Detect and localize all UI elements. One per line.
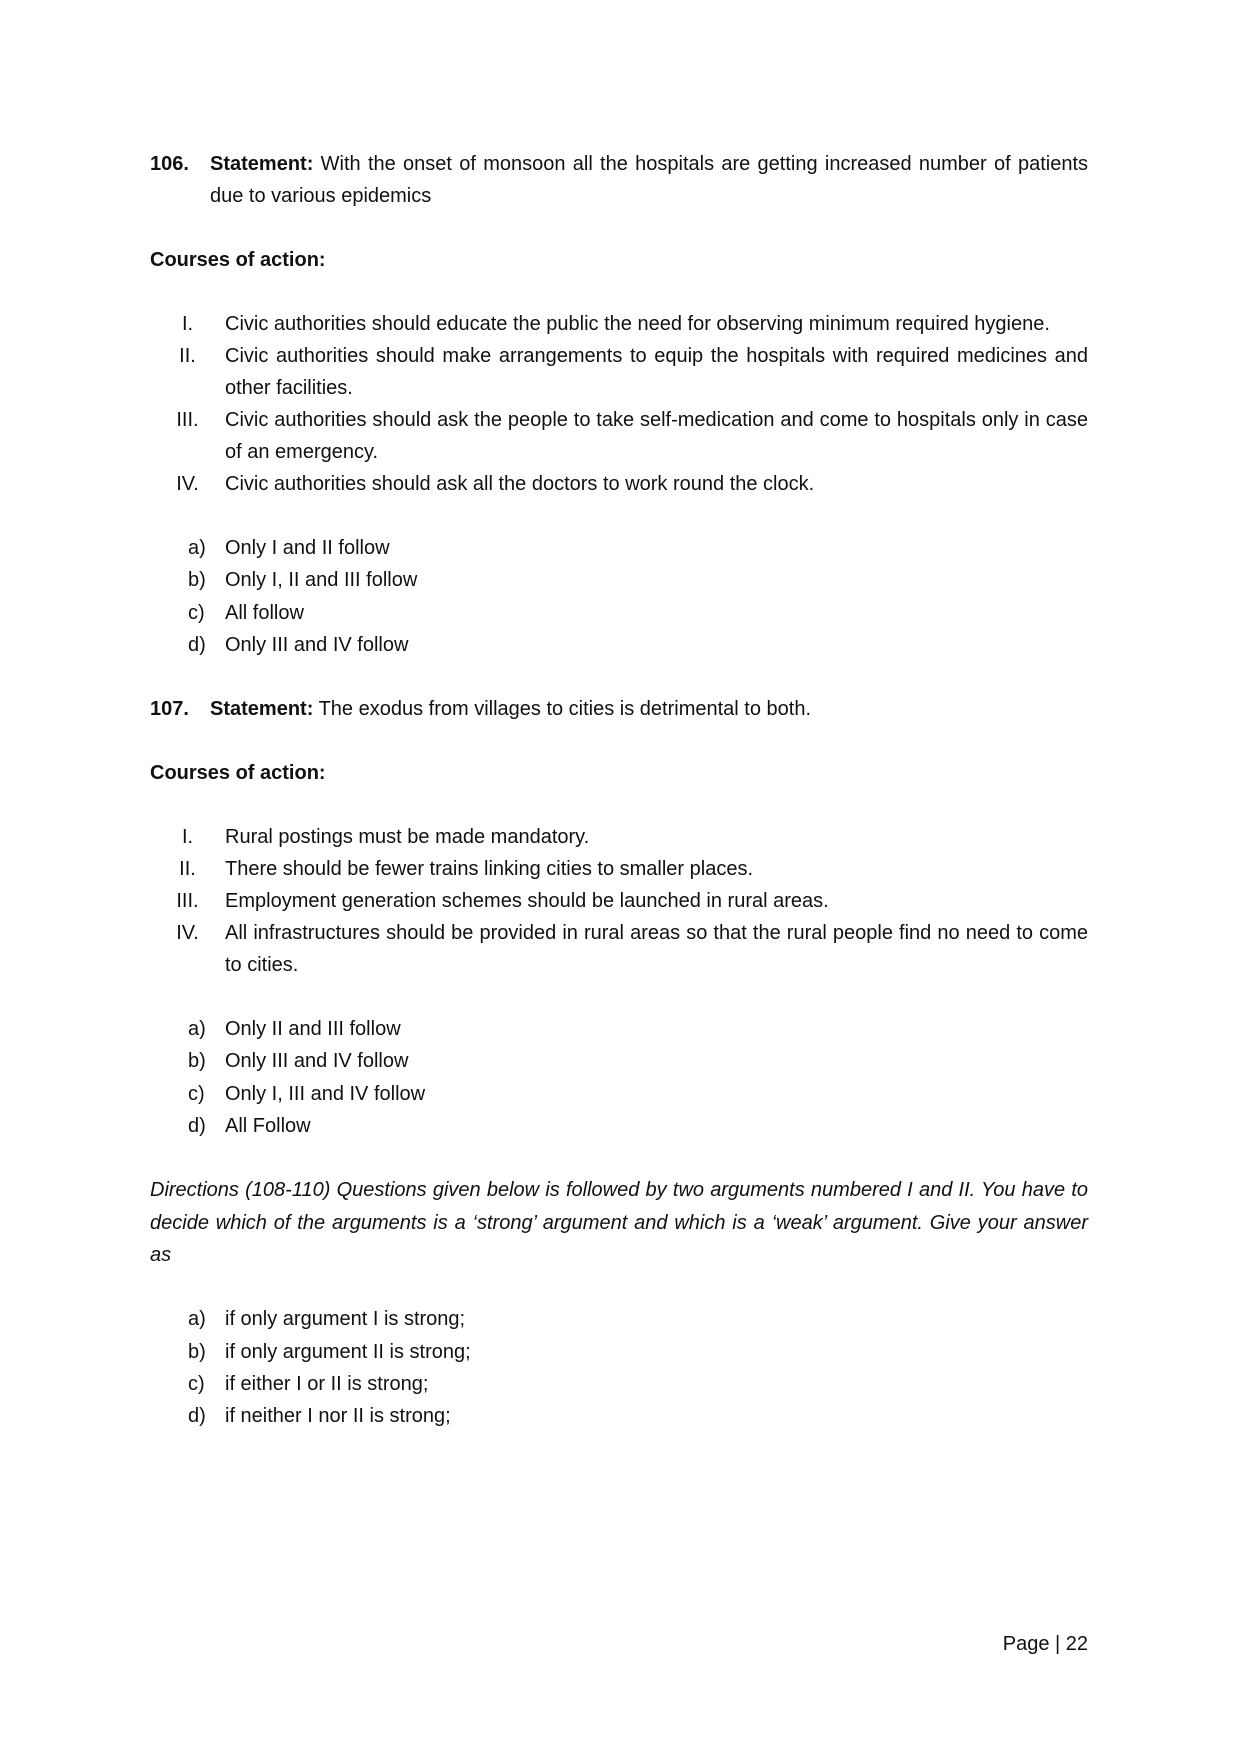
option-item: b) Only III and IV follow <box>188 1050 409 1073</box>
course-item: I. Civic authorities should educate the public the need for observing minimum required hygiene. <box>181 313 1050 335</box>
course-item: II. There should be fewer trains linking cities to smaller places. <box>179 858 754 881</box>
course-item: III. Employment generation schemes should be launched in rural areas. <box>176 890 829 913</box>
courses-list-107 <box>150 821 1088 981</box>
statement-label: Statement: <box>210 153 314 175</box>
question-107-statement <box>150 693 1088 725</box>
option-item: b) Only I, II and III follow <box>188 569 418 592</box>
option-item: a) Only I and II follow <box>188 537 390 559</box>
option-item: d) All Follow <box>188 1115 311 1138</box>
course-item: II. Civic authorities should make arrangements to equip the hospitals with required medicines and other facilities. <box>179 345 1088 399</box>
statement-text: The exodus from villages to cities is detrimental to both. <box>318 698 812 721</box>
option-item: a) if only argument I is strong; <box>188 1308 466 1331</box>
options-list-107 <box>150 1013 1088 1142</box>
option-item: d) Only III and IV follow <box>188 633 409 656</box>
statement-text: With the onset of monsoon all the hospitals are getting increased number of patients due to various epidemics <box>210 153 1088 207</box>
question-106-statement <box>150 148 1088 212</box>
course-item: I. Rural postings must be made mandatory. <box>181 826 590 849</box>
course-item: III. Civic authorities should ask the people to take self-medication and come to hospitals only in case of an emergency. <box>176 409 1088 463</box>
courses-list-106 <box>150 308 1088 500</box>
question-number: 106. <box>150 153 189 175</box>
option-item: c) All follow <box>188 601 304 624</box>
option-item: d) if neither I nor II is strong; <box>188 1405 451 1428</box>
course-item: IV. Civic authorities should ask all the doctors to work round the clock. <box>176 473 815 495</box>
question-107 <box>150 693 1088 725</box>
options-list-106 <box>150 532 1088 661</box>
statement-label: Statement: <box>210 698 314 721</box>
option-item: c) if either I or II is strong; <box>188 1372 429 1395</box>
question-106 <box>150 148 1088 212</box>
courses-heading: Courses of action: <box>150 249 326 271</box>
page-number: Page | 22 <box>1002 1633 1088 1655</box>
directions-text: Directions (108-110) Questions given below is followed by two arguments numbered I and II. You have to decide which of the arguments is a ‘strong’ argument and which is a ‘weak’ argument. Give your answer as <box>150 1179 1088 1266</box>
question-number: 107. <box>150 698 189 721</box>
page-content <box>150 148 1088 1432</box>
courses-heading: Courses of action: <box>150 762 326 785</box>
option-item: c) Only I, III and IV follow <box>188 1082 426 1105</box>
directions-options-list <box>150 1303 1088 1432</box>
option-item: b) if only argument II is strong; <box>188 1340 471 1363</box>
option-item: a) Only II and III follow <box>188 1018 401 1041</box>
course-item: IV. All infrastructures should be provided in rural areas so that the rural people find no need to come to cities. <box>176 922 1088 977</box>
